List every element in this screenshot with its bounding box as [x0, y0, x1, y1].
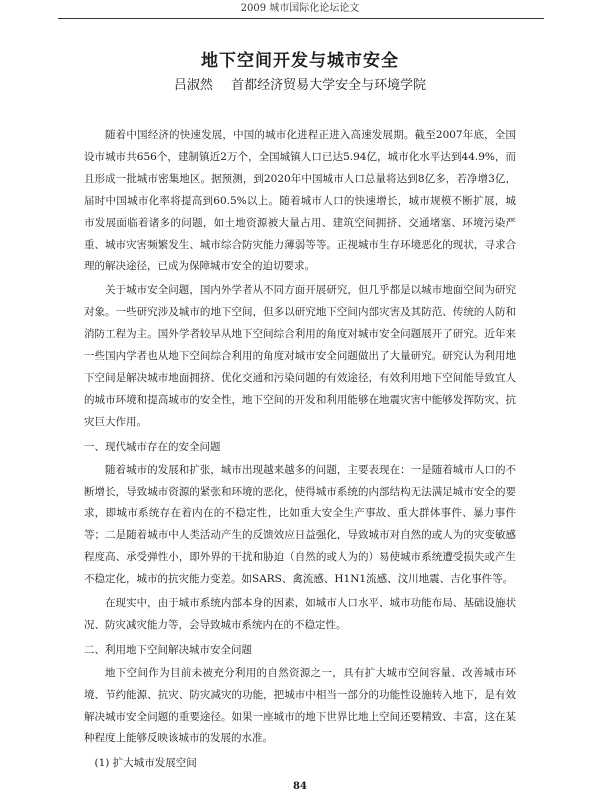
paragraph-literature: 关于城市安全问题，国内外学者从不同方面开展研究，但几乎都是以城市地面空间为研究对象。一些研究涉及城市的地下空间，但多以研究地下空间内部灾害及其防范、传统的人防和消防工程为主。国外学者较早从地下空间综合利用的角度对城市安全问题展开了研究。近年来一些国内学者也从地下空间综合利用的角度对城市安全问题做出了大量研究。研究认为利用地下空间是解决城市地面拥挤、优化交通和污染问题的有效途径，有效利用地下空间能导致宜人的城市环境和提高城市的安全性，地下空间的开发和利用能够在地震灾害中能够发挥防灾、抗灾巨大作用。 — [84, 284, 516, 428]
paragraph-underground: 地下空间作为目前未被充分利用的自然资源之一，具有扩大城市空间容量、改善城市环境、节约能源、抗灾、防灾减灾的功能，把城市中相当一部分的功能性设施转入地下，是有效解决城市安全问题的重要途径。如果一座城市的地下世界比地上空间还要精致、丰富，这在某种程度上能够反映该城市的发展的水准。 — [84, 666, 516, 745]
paragraph-reality: 在现实中，由于城市系统内部本身的因素，如城市人口水平、城市功能布局、基础设施状况、防灾减灾能力等，会导致城市系统内在的不稳定性。 — [84, 597, 516, 631]
header-rule — [58, 18, 544, 19]
running-header: 2009 城市国际化论坛论文 — [240, 3, 360, 14]
section-heading-2: 二、利用地下空间解决城市安全问题 — [84, 643, 252, 656]
body-text — [84, 125, 516, 775]
paper-title: 地下空间开发与城市安全 — [201, 51, 399, 71]
page-number: 84 — [293, 781, 307, 792]
paragraph-problems: 随着城市的发展和扩张，城市出现越来越多的问题，主要表现在：一是随着城市人口的不断增长，导致城市资源的紧张和环境的恶化，使得城市系统的内部结构无法满足城市安全的要求，即城市系统存在着内在的不稳定性，比如重大安全生产事故、重大群体事件、暴力事件等；二是随着城市中人类活动产生的反馈效应日益强化，导致城市对自然的或人为的灾变敏感程度高、承受弹性小，即外界的干扰和胁迫（自然的或人为的）易使城市系统遭受损失或产生不稳定化，城市的抗灾能力变差。如SARS、禽流感、H1N1流感、汶川地震、吉化事件等。 — [84, 463, 516, 586]
byline — [0, 77, 600, 95]
section-heading-1: 一、现代城市存在的安全问题 — [84, 440, 221, 453]
author-affiliation: 首都经济贸易大学安全与环境学院 — [231, 78, 427, 93]
author-name: 吕淑然 — [173, 78, 213, 93]
subsection-heading: (1) 扩大城市发展空间 — [94, 757, 197, 770]
paragraph-intro: 随着中国经济的快速发展，中国的城市化进程正进入高速发展期。截至2007年底，全国设市城市共656个，建制镇近2万个，全国城镇人口已达5.94亿，城市化水平达到44.9%，而且形成一批城市密集地区。据预测，到2020年中国城市人口总量将达到8亿多，若净增3亿，届时中国城市化率将提高到60.5%以上。随着城市人口的快速增长，城市规模不断扩展，城市发展面临着诸多的问题，如土地资源被大量占用、建筑空间拥挤、交通堵塞、环境污染严重、城市灾害频繁发生、城市综合防灾能力薄弱等等。正视城市生存环境恶化的现状，寻求合理的解决途径，已成为保障城市安全的迫切要求。 — [84, 129, 516, 273]
